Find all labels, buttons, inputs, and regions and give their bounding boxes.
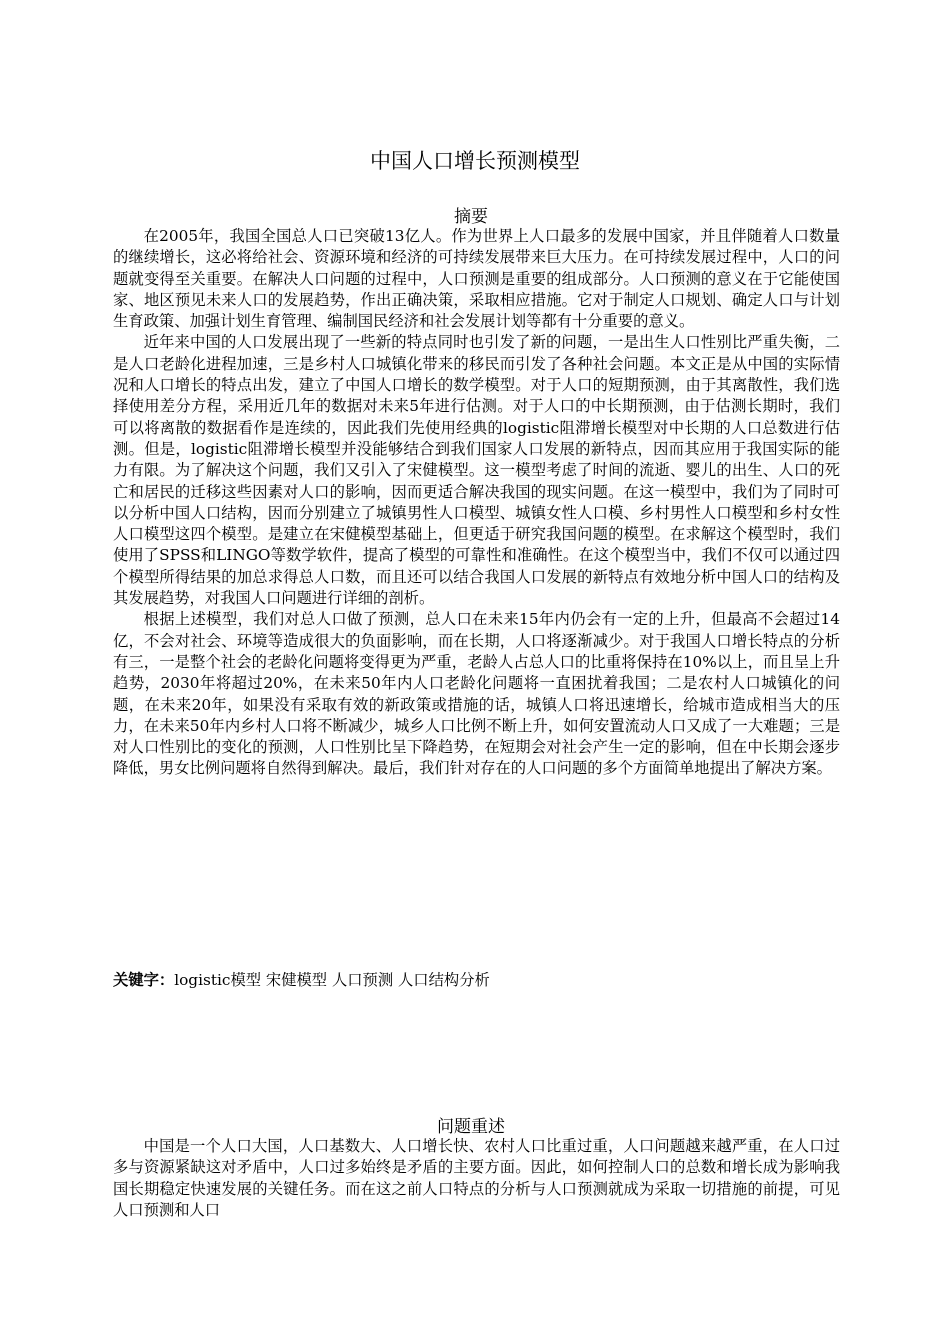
keywords-line — [113, 969, 840, 991]
abstract-paragraph: 在2005年，我国全国总人口已突破13亿人。作为世界上人口最多的发展中国家，并且伴随着人口数量的继续增长，这必将给社会、资源环境和经济的可持续发展带来巨大压力。在可持续发展过程中，人口的问题就变得至关重要。在解决人口问题的过程中，人口预测是重要的组成部分。人口预测的意义在于它能使国家、地区预见未来人口的发展趋势，作出正确决策，采取相应措施。它对于制定人口规划、确定人口与计划生育政策、加强计划生育管理、编制国民经济和社会发展计划等都有十分重要的意义。 — [113, 227, 840, 331]
keywords-label: 关键字： — [113, 971, 175, 989]
abstract-paragraph: 根据上述模型，我们对总人口做了预测，总人口在未来15年内仍会有一定的上升，但最高不会超过14亿，不会对社会、环境等造成很大的负面影响，而在长期，人口将逐渐减少。对于我国人口增长特点的分析有三，一是整个社会的老龄化问题将变得更为严重，老龄人占总人口的比重将保持在10%以上，而且呈上升趋势，2030年将超过20%，在未来50年内人口老龄化问题将一直困扰着我国；二是农村人口城镇化的问题，在未来20年，如果没有采取有效的新政策或措施的话，城镇人口将迅速增长，给城市造成相当大的压力，在未来50年内乡村人口将不断减少，城乡人口比例不断上升，如何安置流动人口又成了一大难题；三是对人口性别比的变化的预测，人口性别比呈下降趋势，在短期会对社会产生一定的影响，但在中长期会逐步降低，男女比例问题将自然得到解决。最后，我们针对存在的人口问题的多个方面简单地提出了解决方案。 — [113, 610, 840, 778]
keywords-text: logistic模型 宋健模型 人口预测 人口结构分析 — [174, 971, 490, 989]
problem-restatement-body — [113, 1136, 840, 1221]
problem-restatement-paragraph: 中国是一个人口大国，人口基数大、人口增长快、农村人口比重过重，人口问题越来越严重，在人口过多与资源紧缺这对矛盾中，人口过多始终是矛盾的主要方面。因此，如何控制人口的总数和增长成为影响我国长期稳定快速发展的关键任务。而在这之前人口特点的分析与人口预测就成为采取一切措施的前提，可见人口预测和人口 — [113, 1137, 840, 1219]
problem-restatement-heading: 问题重述 — [437, 1117, 505, 1137]
abstract-body — [113, 226, 840, 780]
abstract-heading: 摘要 — [454, 207, 488, 227]
abstract-paragraph: 近年来中国的人口发展出现了一些新的特点同时也引发了新的问题，一是出生人口性别比严重失衡，二是人口老龄化进程加速，三是乡村人口城镇化带来的移民而引发了各种社会问题。本文正是从中国的实际情况和人口增长的特点出发，建立了中国人口增长的数学模型。对于人口的短期预测，由于其离散性，我们选择使用差分方程，采用近几年的数据对未来5年进行估测。对于人口的中长期预测，由于估测长期时，我们可以将离散的数据看作是连续的，因此我们先使用经典的logistic阻滞增长模型对中长期的人口总数进行估测。但是，logistic阻滞增长模型并没能够结合到我们国家人口发展的新特点，因而其应用于我国实际的能力有限。为了解决这个问题，我们又引入了宋健模型。这一模型考虑了时间的流逝、婴儿的出生、人口的死亡和居民的迁移这些因素对人口的影响，因而更适合解决我国的现实问题。在这一模型中，我们为了同时可以分析中国人口结构，因而分别建立了城镇男性人口模型、城镇女性人口模、乡村男性人口模型和乡村女性人口模型这四个模型。是建立在宋健模型基础上，但更适于研究我国问题的模型。在求解这个模型时，我们使用了SPSS和LINGO等数学软件，提高了模型的可靠性和准确性。在这个模型当中，我们不仅可以通过四个模型所得结果的加总求得总人口数，而且还可以结合我国人口发展的新特点有效地分析中国人口的结构及其发展趋势，对我国人口问题进行详细的剖析。 — [113, 333, 840, 608]
document-title: 中国人口增长预测模型 — [370, 149, 580, 173]
